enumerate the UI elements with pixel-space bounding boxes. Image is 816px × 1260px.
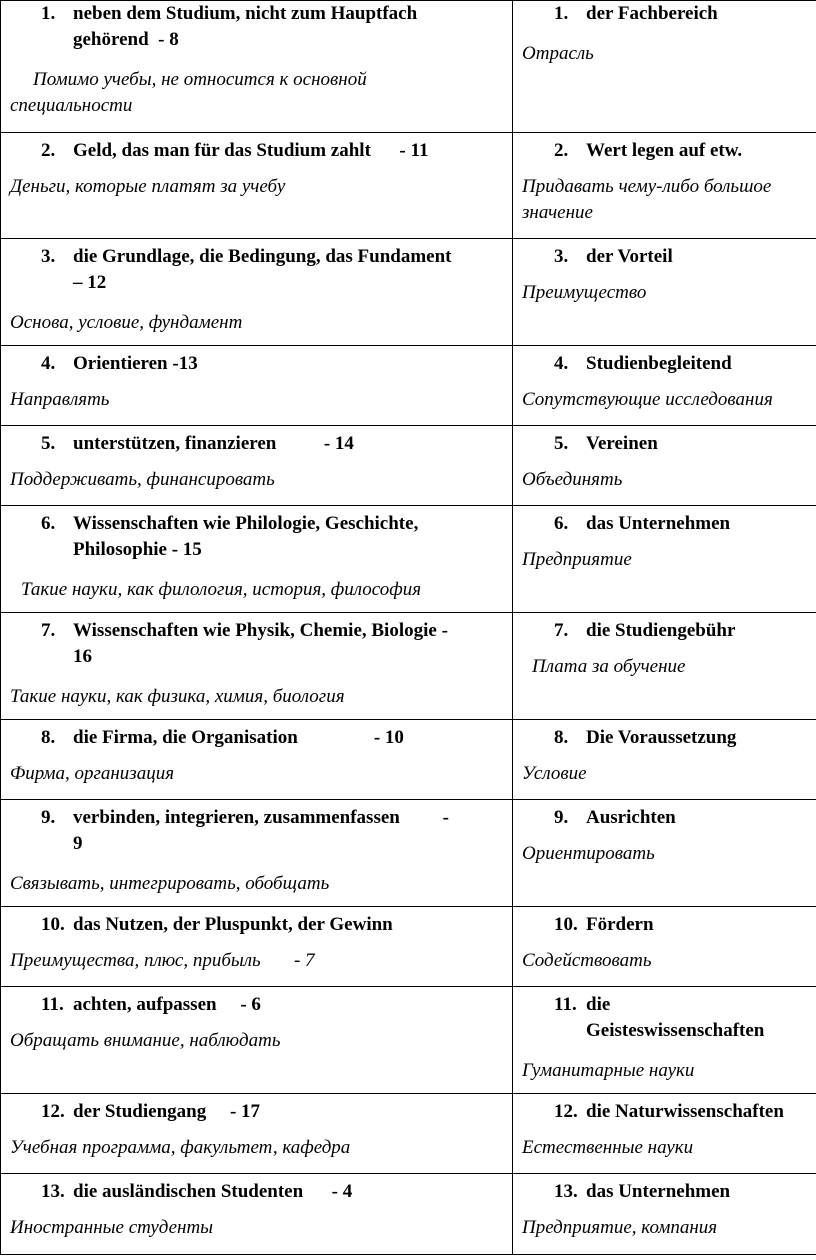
german-term-continued: 9 — [73, 833, 83, 854]
definition-cell — [1, 239, 513, 346]
russian-translation: Объединять — [522, 469, 623, 490]
vocabulary-cell — [513, 800, 816, 907]
definition-cell — [1, 1, 513, 133]
table-row — [1, 506, 816, 613]
item-number: 7. — [41, 620, 56, 641]
russian-translation: Придавать чему-либо большое — [522, 176, 772, 197]
vocabulary-cell — [513, 426, 816, 506]
german-term: Fördern — [586, 914, 654, 935]
item-number: 2. — [41, 140, 56, 161]
german-term: die — [586, 994, 611, 1015]
right-cell-content — [513, 346, 816, 425]
right-cell-content — [513, 1174, 816, 1254]
german-term: Die Voraussetzung — [586, 727, 737, 748]
item-number: 5. — [554, 433, 569, 454]
item-number: 6. — [554, 513, 569, 534]
german-term: Ausrichten — [586, 807, 676, 828]
left-cell-content — [1, 1, 512, 132]
item-number: 2. — [554, 140, 569, 161]
russian-translation: Учебная программа, факультет, кафедра — [10, 1137, 351, 1158]
russian-translation: Ориентировать — [522, 843, 655, 864]
left-cell-content — [1, 613, 512, 719]
table-row — [1, 613, 816, 720]
russian-translation: Обращать внимание, наблюдать — [10, 1030, 281, 1051]
russian-translation: Плата за обучение — [532, 656, 686, 677]
russian-translation: Предприятие — [522, 549, 632, 570]
russian-translation: Такие науки, как филология, история, философия — [21, 579, 422, 600]
german-term: Wissenschaften wie Philologie, Geschichte, — [73, 513, 419, 534]
left-cell-content — [1, 133, 512, 238]
table-row — [1, 239, 816, 346]
definition-cell — [1, 1094, 513, 1174]
vocabulary-cell — [513, 987, 816, 1094]
german-term: die ausländischen Studenten - 4 — [73, 1181, 353, 1202]
russian-translation: Направлять — [10, 389, 110, 410]
item-number: 8. — [41, 727, 56, 748]
russian-translation: Естественные науки — [522, 1137, 694, 1158]
left-cell-content — [1, 506, 512, 612]
vocabulary-cell — [513, 907, 816, 987]
left-cell-content — [1, 346, 512, 425]
german-term-continued: – 12 — [73, 272, 107, 293]
item-number: 9. — [554, 807, 569, 828]
vocabulary-cell — [513, 613, 816, 720]
definition-cell — [1, 1174, 513, 1255]
russian-translation: Иностранные студенты — [10, 1217, 214, 1238]
right-cell-content — [513, 720, 816, 799]
table-row — [1, 1174, 816, 1255]
russian-translation: Поддерживать, финансировать — [10, 469, 275, 490]
definition-cell — [1, 613, 513, 720]
german-term: die Firma, die Organisation - 10 — [73, 727, 404, 748]
item-number: 10. — [41, 914, 65, 935]
right-cell-content — [513, 613, 816, 719]
definition-cell — [1, 426, 513, 506]
german-term: unterstützen, finanzieren - 14 — [73, 433, 354, 454]
right-cell-content — [513, 1094, 816, 1173]
german-term: der Vorteil — [586, 246, 673, 267]
table-row — [1, 987, 816, 1094]
german-term: der Studiengang - 17 — [73, 1101, 261, 1122]
item-number: 12. — [41, 1101, 65, 1122]
item-number: 13. — [41, 1181, 65, 1202]
item-number: 8. — [554, 727, 569, 748]
german-term: Geld, das man für das Studium zahlt - 11 — [73, 140, 429, 161]
left-cell-content — [1, 987, 512, 1093]
item-number: 7. — [554, 620, 569, 641]
russian-translation-continued: значение — [522, 202, 593, 223]
german-term: Vereinen — [586, 433, 658, 454]
item-number: 4. — [554, 353, 569, 374]
left-cell-content — [1, 239, 512, 345]
german-term: neben dem Studium, nicht zum Hauptfach — [73, 3, 418, 24]
table-row — [1, 426, 816, 506]
russian-translation: Гуманитарные науки — [522, 1060, 695, 1081]
russian-translation: Преимущества, плюс, прибыль - 7 — [10, 950, 315, 971]
russian-translation-continued: специальности — [10, 95, 133, 116]
german-term: die Studiengebühr — [586, 620, 736, 641]
right-cell-content — [513, 1, 816, 132]
vocabulary-cell — [513, 1094, 816, 1174]
russian-translation: Условие — [522, 763, 587, 784]
vocabulary-cell — [513, 133, 816, 239]
item-number: 12. — [554, 1101, 578, 1122]
right-cell-content — [513, 133, 816, 238]
table-row — [1, 800, 816, 907]
item-number: 11. — [41, 994, 64, 1015]
table-row — [1, 133, 816, 239]
left-cell-content — [1, 907, 512, 986]
table-row — [1, 907, 816, 987]
german-term: der Fachbereich — [586, 3, 718, 24]
russian-translation: Фирма, организация — [10, 763, 175, 784]
item-number: 11. — [554, 994, 577, 1015]
german-term: Orientieren -13 — [73, 353, 198, 374]
russian-translation: Помимо учебы, не относится к основной — [33, 69, 367, 90]
russian-translation: Отрасль — [522, 43, 594, 64]
german-term-continued: gehörend - 8 — [73, 29, 179, 50]
german-term: die Naturwissenschaften — [586, 1101, 784, 1122]
item-number: 4. — [41, 353, 56, 374]
table-row — [1, 346, 816, 426]
definition-cell — [1, 346, 513, 426]
russian-translation: Сопутствующие исследования — [522, 389, 773, 410]
vocabulary-cell — [513, 720, 816, 800]
definition-cell — [1, 133, 513, 239]
table-row — [1, 1, 816, 133]
left-cell-content — [1, 800, 512, 906]
german-term-continued: 16 — [73, 646, 92, 667]
russian-translation: Такие науки, как физика, химия, биология — [10, 686, 345, 707]
definition-cell — [1, 987, 513, 1094]
german-term-continued: Geisteswissenschaften — [586, 1020, 765, 1041]
vocabulary-cell — [513, 1, 816, 133]
right-cell-content — [513, 239, 816, 345]
definition-cell — [1, 720, 513, 800]
russian-translation: Деньги, которые платят за учебу — [10, 176, 286, 197]
item-number: 6. — [41, 513, 56, 534]
item-number: 3. — [41, 246, 56, 267]
right-cell-content — [513, 800, 816, 906]
russian-translation: Предприятие, компания — [522, 1217, 718, 1238]
definition-cell — [1, 506, 513, 613]
german-term: das Unternehmen — [586, 513, 731, 534]
german-term: die Grundlage, die Bedingung, das Fundament — [73, 246, 452, 267]
definition-cell — [1, 907, 513, 987]
left-cell-content — [1, 1094, 512, 1173]
item-number: 1. — [41, 3, 56, 24]
table-row — [1, 720, 816, 800]
item-number: 3. — [554, 246, 569, 267]
item-number: 1. — [554, 3, 569, 24]
russian-translation: Содействовать — [522, 950, 652, 971]
left-cell-content — [1, 1174, 512, 1254]
vocabulary-cell — [513, 1174, 816, 1255]
left-cell-content — [1, 426, 512, 505]
german-term: Wert legen auf etw. — [586, 140, 743, 161]
table-row — [1, 1094, 816, 1174]
german-term-continued: Philosophie - 15 — [73, 539, 202, 560]
german-term: verbinden, integrieren, zusammenfassen - — [73, 807, 449, 828]
german-term: Wissenschaften wie Physik, Chemie, Biologie - — [73, 620, 448, 641]
russian-translation: Преимущество — [522, 282, 647, 303]
right-cell-content — [513, 506, 816, 612]
right-cell-content — [513, 987, 816, 1093]
left-cell-content — [1, 720, 512, 799]
german-term: achten, aufpassen - 6 — [73, 994, 261, 1015]
german-term: das Unternehmen — [586, 1181, 731, 1202]
item-number: 9. — [41, 807, 56, 828]
item-number: 10. — [554, 914, 578, 935]
definition-cell — [1, 800, 513, 907]
vocabulary-cell — [513, 506, 816, 613]
russian-translation: Основа, условие, фундамент — [10, 312, 243, 333]
vocabulary-cell — [513, 239, 816, 346]
item-number: 5. — [41, 433, 56, 454]
vocabulary-cell — [513, 346, 816, 426]
russian-translation: Связывать, интегрировать, обобщать — [10, 873, 330, 894]
right-cell-content — [513, 426, 816, 505]
german-term: das Nutzen, der Pluspunkt, der Gewinn — [73, 914, 393, 935]
item-number: 13. — [554, 1181, 578, 1202]
german-term: Studienbegleitend — [586, 353, 732, 374]
right-cell-content — [513, 907, 816, 986]
